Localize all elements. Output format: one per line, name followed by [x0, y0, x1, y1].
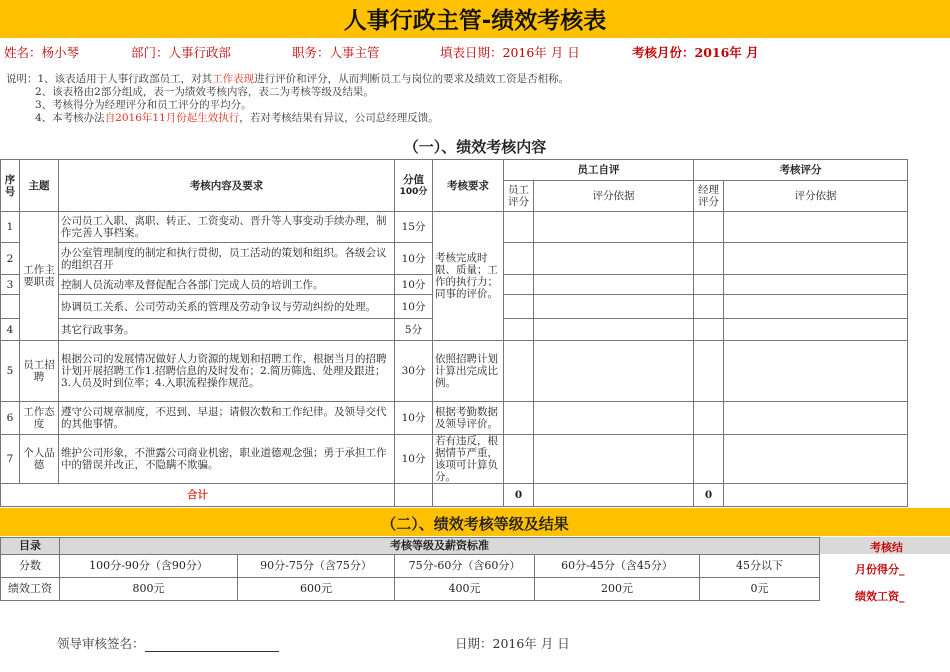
- pay-row: 绩效工资 800元 600元 400元 200元 0元: [1, 578, 820, 601]
- header-standard: 考核等级及薪资标准: [60, 538, 820, 555]
- manager-basis-cell[interactable]: [724, 341, 908, 402]
- self-score-cell[interactable]: [504, 435, 534, 484]
- self-basis-cell[interactable]: [534, 341, 694, 402]
- page-title: 人事行政主管-绩效考核表: [343, 8, 607, 34]
- topic-main-duties: 工作主要职责: [20, 212, 59, 341]
- section-2-title: （二）、绩效考核等级及结果: [381, 515, 569, 533]
- employee-name: 姓名：杨小琴: [4, 45, 80, 60]
- self-basis-cell[interactable]: [534, 212, 694, 243]
- self-score-cell[interactable]: [504, 341, 534, 402]
- leader-signature: 领导审核签名：: [57, 634, 279, 652]
- self-basis-cell[interactable]: [534, 435, 694, 484]
- self-score-cell[interactable]: [504, 275, 534, 295]
- signature-line[interactable]: [145, 638, 279, 652]
- fill-date: 填表日期：2016年 月 日: [440, 45, 580, 60]
- total-manager: 0: [694, 484, 724, 507]
- manager-score-cell[interactable]: [694, 402, 724, 435]
- header-content: 考核内容及要求: [59, 160, 395, 212]
- header-manager-score: 经理评分: [694, 181, 724, 212]
- self-basis-cell[interactable]: [534, 295, 694, 319]
- header-item: 目录: [1, 538, 60, 555]
- manager-basis-cell[interactable]: [724, 319, 908, 341]
- header-topic: 主题: [20, 160, 59, 212]
- table-row: 协调员工关系、公司劳动关系的管理及劳动争议与劳动纠纷的处理。 10分: [1, 295, 908, 319]
- month-score-label: 月份得分_: [855, 563, 905, 576]
- manager-score-cell[interactable]: [694, 341, 724, 402]
- manager-score-cell[interactable]: [694, 275, 724, 295]
- grade-table: [0, 537, 820, 601]
- table-row: 5 员工招聘 根据公司的发展情况做好人力资源的规划和招聘工作，根据当月的招聘计划开展招聘工作1.招聘信息的及时发布；2.简历筛选、处理及跟进；3.人员及时到位率；4.入职流程操作规范。 30分 依照招聘计划计算出完成比例。: [1, 341, 908, 402]
- manager-score-cell[interactable]: [694, 295, 724, 319]
- header-self-basis: 评分依据: [534, 181, 694, 212]
- table-row: 7 个人品德 维护公司形象，不泄露公司商业机密，职业道德观念强；勇于承担工作中的错误并改正，不隐瞒不欺骗。 10分 若有违反，根据情节严重，该项可计算负分。: [1, 435, 908, 484]
- manager-basis-cell[interactable]: [724, 402, 908, 435]
- header-self-score: 员工评分: [504, 181, 534, 212]
- score-row: 分数 100分-90分（含90分） 90分-75分（含75分） 75分-60分（含60分） 60分-45分（含45分） 45分以下: [1, 555, 820, 578]
- total-self: 0: [504, 484, 534, 507]
- table-row: 4 其它行政事务。 5分: [1, 319, 908, 341]
- self-basis-cell[interactable]: [534, 243, 694, 275]
- department: 部门：人事行政部: [131, 45, 232, 60]
- self-score-cell[interactable]: [504, 212, 534, 243]
- total-label: 合计: [1, 484, 395, 507]
- manager-basis-cell[interactable]: [724, 243, 908, 275]
- self-score-cell[interactable]: [504, 319, 534, 341]
- section-1-title: （一）、绩效考核内容: [403, 138, 547, 156]
- manager-score-cell[interactable]: [694, 319, 724, 341]
- header-manager-basis: 评分依据: [724, 181, 908, 212]
- self-basis-cell[interactable]: [534, 402, 694, 435]
- manager-basis-cell[interactable]: [724, 275, 908, 295]
- manager-score-cell[interactable]: [694, 435, 724, 484]
- manager-score-cell[interactable]: [694, 243, 724, 275]
- header-score: 分值 100分: [395, 160, 433, 212]
- manager-score-cell[interactable]: [694, 212, 724, 243]
- table-row: 2 办公室管理制度的制定和执行贯彻，员工活动的策划和组织。各级会议的组织召开 10分: [1, 243, 908, 275]
- manager-basis-cell[interactable]: [724, 212, 908, 243]
- review-month: 考核月份：2016年 月: [632, 45, 759, 60]
- self-score-cell[interactable]: [504, 243, 534, 275]
- self-basis-cell[interactable]: [534, 275, 694, 295]
- header-requirement: 考核要求: [433, 160, 504, 212]
- self-basis-cell[interactable]: [534, 319, 694, 341]
- manager-basis-cell[interactable]: [724, 295, 908, 319]
- position: 职务：人事主管: [292, 45, 380, 60]
- sign-date: 日期：2016年 月 日: [455, 636, 570, 651]
- table-row: 6 工作态度 遵守公司规章制度，不迟到、早退；请假次数和工作纪律。及领导交代的其他事情。 10分 根据考勤数据及领导评价。: [1, 402, 908, 435]
- performance-table: [0, 159, 908, 507]
- table-row: 3 控制人员流动率及督促配合各部门完成人员的培训工作。 10分: [1, 275, 908, 295]
- result-label: 考核结: [870, 541, 903, 554]
- self-score-cell[interactable]: [504, 295, 534, 319]
- header-self-eval: 员工自评: [504, 160, 694, 181]
- instructions: 说明：1、该表适用于人事行政部员工，对其工作表现进行评价和评分，从而判断员工与岗位的要求及绩效工资是否相称。 2、该表格由2部分组成，表一为绩效考核内容，表二为考核等级及结果。 3、考核得分为经理评分和员工评分的平均分。 4、本考核办法自2016年11月份起生效执行，若对考核结果有异议，公司总经理反馈。: [6, 73, 570, 124]
- manager-basis-cell[interactable]: [724, 435, 908, 484]
- total-row: [1, 484, 908, 507]
- header-manager-eval: 考核评分: [694, 160, 908, 181]
- performance-pay-label: 绩效工资_: [855, 590, 905, 603]
- requirement-main-duties: 考核完成时限、质量；工作的执行力；同事的评价。: [433, 212, 504, 341]
- table-row: 1 工作主要职责 公司员工入职、离职、转正、工资变动、晋升等人事变动手续办理，制作完善人事档案。 15分 考核完成时限、质量；工作的执行力；同事的评价。: [1, 212, 908, 243]
- self-score-cell[interactable]: [504, 402, 534, 435]
- header-no: 序号: [1, 160, 20, 212]
